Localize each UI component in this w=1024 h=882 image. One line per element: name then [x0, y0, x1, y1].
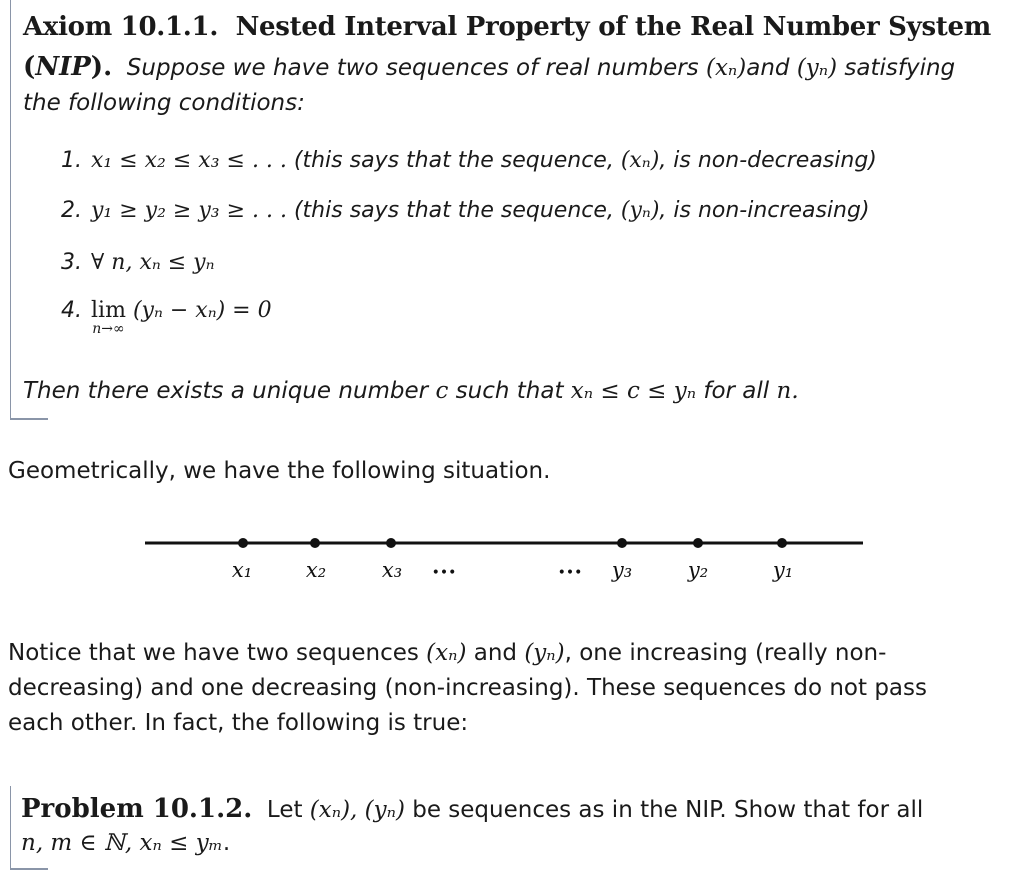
number-line-point	[238, 538, 248, 548]
number-line-label: x₃	[381, 558, 403, 582]
cond-math2: (xₙ)	[620, 148, 660, 173]
number-line-point	[386, 538, 396, 548]
problem-line2	[21, 830, 230, 856]
problem-title: Problem 10.1.2.	[21, 794, 253, 824]
problem-corner-rule	[10, 868, 48, 870]
notice-seq-y: (yₙ)	[524, 640, 565, 666]
intro-satisfying: satisfying	[844, 55, 956, 81]
axiom-intro-line2: the following conditions:	[23, 90, 305, 116]
number-line-point	[693, 538, 703, 548]
limit-operator	[91, 298, 126, 337]
number-line-label: y₁	[772, 558, 794, 582]
axiom-corner-rule	[10, 418, 48, 420]
number-line-point	[777, 538, 787, 548]
cond-text: (this says that the sequence,	[286, 198, 621, 223]
cond-text2: , is non-decreasing)	[659, 148, 877, 173]
then-c: c	[435, 378, 449, 404]
notice-and: and	[473, 640, 518, 666]
number-line-point	[617, 538, 627, 548]
intro-and: and	[746, 55, 790, 81]
notice-text-c: , one increasing (really non-	[564, 640, 887, 666]
number-line-label: •••	[557, 565, 583, 581]
notice-line1	[8, 636, 998, 671]
axiom-name: Nested Interval Property of the Real Number System	[235, 12, 991, 42]
axiom-intro-text: Suppose we have two sequences of real numbers	[126, 55, 699, 81]
lim-sub: n→∞	[92, 321, 125, 337]
cond-math: xₙ ≤ yₙ	[139, 250, 215, 275]
notice-paragraph	[8, 636, 998, 741]
number-line-label: y₃	[611, 558, 633, 582]
condition-3	[61, 250, 215, 275]
notice-text-a: Notice that we have two sequences	[8, 640, 419, 666]
axiom-abbr: (NIP).	[23, 52, 113, 82]
problem-let: Let	[266, 797, 303, 823]
number-line-label: •••	[431, 565, 457, 581]
axiom-block	[10, 0, 1000, 420]
seq-y-math: (yₙ)	[796, 55, 838, 81]
problem-math: n, m ∈ ℕ, xₙ ≤ yₘ	[21, 830, 223, 856]
cond-text: (this says that the sequence,	[286, 148, 621, 173]
problem-block	[10, 786, 1000, 870]
then-such: such that	[455, 378, 564, 404]
problem-end: .	[222, 830, 231, 856]
cond-num: 3.	[61, 250, 82, 275]
then-text: Then there exists a unique number	[23, 378, 429, 404]
seq-x-math: (xₙ)	[705, 55, 747, 81]
lim-text: lim	[91, 298, 126, 323]
cond-forall: ∀ n,	[91, 250, 133, 275]
cond-math: y₁ ≥ y₂ ≥ y₃ ≥ . . .	[91, 198, 287, 223]
cond-math2: (yₙ)	[620, 198, 660, 223]
condition-1	[61, 148, 877, 173]
number-line-figure	[0, 520, 1024, 590]
cond-text2: , is non-increasing)	[659, 198, 870, 223]
cond-math: (yₙ − xₙ) = 0	[132, 298, 272, 323]
axiom-title	[23, 12, 991, 42]
notice-line3: each other. In fact, the following is true:	[8, 710, 469, 736]
then-forall: for all	[703, 378, 770, 404]
condition-4	[61, 298, 272, 337]
number-line-label: x₁	[231, 558, 253, 582]
number-line-point	[310, 538, 320, 548]
cond-num: 4.	[61, 298, 82, 323]
axiom-intro-line	[23, 52, 955, 82]
cond-num: 1.	[61, 148, 82, 173]
condition-2	[61, 198, 870, 223]
axiom-conclusion	[23, 378, 799, 404]
notice-seq-x: (xₙ)	[426, 640, 467, 666]
geometric-text: Geometrically, we have the following situation.	[8, 458, 551, 484]
then-n: n.	[776, 378, 799, 404]
cond-num: 2.	[61, 198, 82, 223]
problem-text: be sequences as in the NIP. Show that for all	[412, 797, 924, 823]
number-line-label: x₂	[305, 558, 327, 582]
notice-line2: decreasing) and one decreasing (non-increasing). These sequences do not pass	[8, 675, 927, 701]
axiom-number: Axiom 10.1.1.	[23, 12, 219, 42]
cond-math: x₁ ≤ x₂ ≤ x₃ ≤ . . .	[91, 148, 287, 173]
then-math: xₙ ≤ c ≤ yₙ	[570, 378, 697, 404]
number-line-label: y₂	[687, 558, 709, 582]
problem-seqs: (xₙ), (yₙ)	[309, 797, 405, 823]
problem-line1	[21, 794, 923, 824]
